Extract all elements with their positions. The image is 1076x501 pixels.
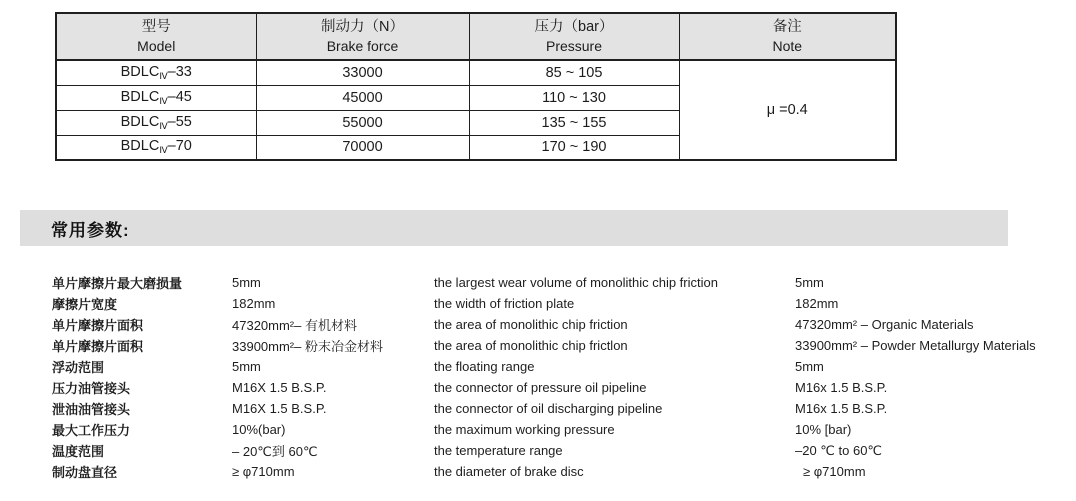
column-header-pressure bbox=[469, 13, 679, 60]
model-subscript: Ⅳ bbox=[159, 145, 168, 156]
param-zh-value: 10%(bar) bbox=[232, 422, 286, 437]
param-zh-label: 单片摩擦片面积 bbox=[52, 339, 144, 354]
section-title: 常用参数: bbox=[51, 220, 130, 240]
param-zh-label: 摩擦片宽度 bbox=[52, 297, 118, 312]
column-header-pressure-en: Pressure bbox=[545, 38, 603, 54]
param-en-value: 182mm bbox=[795, 296, 839, 311]
column-header-note bbox=[679, 13, 896, 60]
model-size: –55 bbox=[167, 113, 192, 130]
param-en-value: 10% [bar) bbox=[795, 422, 852, 437]
model-cell bbox=[56, 85, 256, 110]
note-cell: μ =0.4 bbox=[679, 60, 896, 160]
column-header-model bbox=[56, 13, 256, 60]
table-row bbox=[56, 60, 896, 85]
param-en-value: –20 ℃ to 60℃ bbox=[795, 442, 883, 458]
param-zh-label: 浮动范围 bbox=[52, 360, 105, 375]
spec-table-header-row bbox=[56, 13, 896, 60]
param-en-label: the area of monolithic chip friction bbox=[434, 317, 628, 332]
param-en-value: 5mm bbox=[795, 359, 824, 374]
column-header-note-zh: 备注 bbox=[772, 19, 802, 35]
param-en-value: 47320mm² – Organic Materials bbox=[795, 317, 974, 332]
model-cell bbox=[56, 60, 256, 85]
param-en-label: the floating range bbox=[434, 359, 535, 374]
model-size: –33 bbox=[167, 63, 192, 80]
param-zh-label: 最大工作压力 bbox=[52, 423, 131, 438]
param-en-label: the largest wear volume of monolithic chip friction bbox=[434, 275, 718, 290]
param-en-value: M16x 1.5 B.S.P. bbox=[795, 380, 888, 395]
param-zh-label: 温度范围 bbox=[52, 444, 105, 459]
param-zh-value: – 20℃到 60℃ bbox=[232, 444, 318, 459]
brake-force-cell: 45000 bbox=[256, 85, 469, 110]
param-en-value: ≥ φ710mm bbox=[803, 464, 866, 479]
param-zh-value: M16X 1.5 B.S.P. bbox=[232, 401, 327, 416]
model-cell bbox=[56, 135, 256, 160]
param-en-label: the diameter of brake disc bbox=[434, 464, 584, 479]
param-zh-label: 制动盘直径 bbox=[52, 465, 118, 480]
param-zh-value: 33900mm²– 粉末冶金材料 bbox=[232, 339, 383, 354]
column-header-brake-force-zh: 制动力（N） bbox=[321, 19, 404, 35]
brake-force-cell: 33000 bbox=[256, 60, 469, 85]
param-zh-label: 泄油油管接头 bbox=[52, 402, 131, 417]
brake-force-cell: 70000 bbox=[256, 135, 469, 160]
model-size: –70 bbox=[167, 138, 192, 155]
param-en-label: the area of monolithic chip frictlon bbox=[434, 338, 628, 353]
model-name: BDLC bbox=[120, 88, 160, 105]
column-header-brake-force bbox=[256, 13, 469, 60]
param-zh-label: 压力油管接头 bbox=[52, 381, 131, 396]
column-header-brake-force-en: Brake force bbox=[326, 38, 399, 54]
param-zh-label: 单片摩擦片最大磨损量 bbox=[52, 276, 183, 291]
param-zh-value: 47320mm²– 有机材料 bbox=[232, 318, 357, 333]
column-header-model-zh: 型号 bbox=[141, 19, 171, 35]
param-en-label: the connector of oil discharging pipeline bbox=[434, 401, 663, 416]
column-header-pressure-zh: 压力（bar） bbox=[534, 19, 614, 35]
param-zh-value: 5mm bbox=[232, 275, 261, 290]
param-en-value: 33900mm² – Powder Metallurgy Materials bbox=[795, 338, 1036, 353]
section-header-bar bbox=[20, 210, 1008, 246]
pressure-cell: 170 ~ 190 bbox=[469, 135, 679, 160]
param-zh-value: 182mm bbox=[232, 296, 276, 311]
spec-table bbox=[55, 12, 897, 161]
brake-force-cell: 55000 bbox=[256, 110, 469, 135]
column-header-note-en: Note bbox=[772, 38, 803, 54]
model-subscript: Ⅳ bbox=[159, 120, 168, 131]
param-en-label: the temperature range bbox=[434, 443, 563, 458]
parameters-list bbox=[52, 272, 1062, 482]
model-name: BDLC bbox=[120, 138, 160, 155]
param-en-label: the maximum working pressure bbox=[434, 422, 615, 437]
param-zh-value: M16X 1.5 B.S.P. bbox=[232, 380, 327, 395]
model-subscript: Ⅳ bbox=[159, 95, 168, 106]
model-name: BDLC bbox=[120, 113, 160, 130]
column-header-model-en: Model bbox=[137, 38, 176, 54]
pressure-cell: 85 ~ 105 bbox=[469, 60, 679, 85]
param-en-value: 5mm bbox=[795, 275, 824, 290]
param-zh-value: 5mm bbox=[232, 359, 261, 374]
param-zh-value: ≥ φ710mm bbox=[232, 464, 295, 479]
model-subscript: Ⅳ bbox=[159, 70, 168, 81]
model-cell bbox=[56, 110, 256, 135]
param-zh-label: 单片摩擦片面积 bbox=[52, 318, 144, 333]
param-en-value: M16x 1.5 B.S.P. bbox=[795, 401, 888, 416]
param-en-label: the connector of pressure oil pipeline bbox=[434, 380, 647, 395]
model-size: –45 bbox=[167, 88, 192, 105]
model-name: BDLC bbox=[120, 63, 160, 80]
param-en-label: the width of friction plate bbox=[434, 296, 575, 311]
pressure-cell: 135 ~ 155 bbox=[469, 110, 679, 135]
pressure-cell: 110 ~ 130 bbox=[469, 85, 679, 110]
